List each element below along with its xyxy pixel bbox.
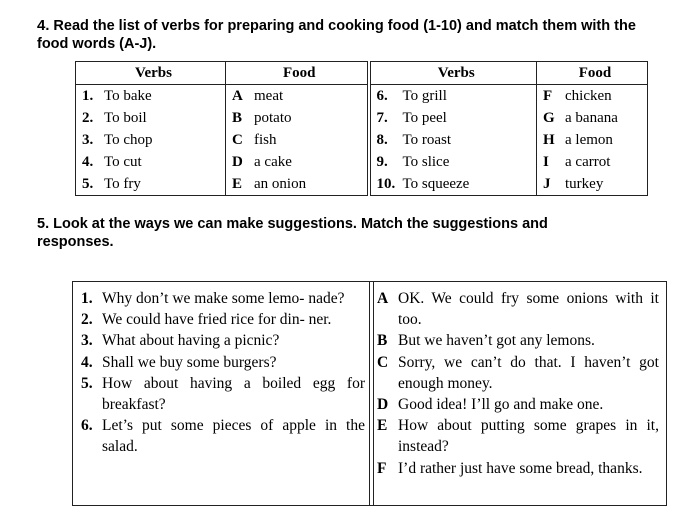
verb-number: 2. bbox=[82, 109, 94, 126]
food-letter: B bbox=[232, 109, 243, 126]
verb-text: To slice bbox=[402, 153, 450, 170]
verb-number: 7. bbox=[376, 109, 388, 126]
response-text: Sorry, we can’t do that. I haven’t got enough money. bbox=[398, 353, 659, 392]
verbs-food-table bbox=[75, 61, 648, 196]
food-letter: C bbox=[232, 131, 243, 148]
task-4-instruction: Read the list of verbs for preparing and cooking food (1-10) and match them with the bbox=[53, 18, 636, 34]
food-text: meat bbox=[254, 88, 284, 104]
suggestion-item bbox=[81, 309, 365, 330]
suggestions-column bbox=[81, 288, 365, 458]
table-row bbox=[76, 173, 648, 196]
food-text: a cake bbox=[254, 153, 292, 170]
verb-text: To cut bbox=[104, 153, 142, 170]
suggestion-item bbox=[81, 288, 365, 309]
response-item bbox=[377, 394, 659, 415]
suggestion-text: What about having a picnic? bbox=[102, 332, 280, 350]
table-row bbox=[76, 151, 648, 173]
food-letter: J bbox=[543, 175, 551, 192]
suggestion-text: Shall we buy some burgers? bbox=[102, 353, 277, 371]
response-text: I’d rather just have some bread, thanks. bbox=[398, 459, 643, 477]
task-5-instruction-line2: responses. bbox=[37, 234, 114, 250]
verb-text: To peel bbox=[402, 109, 447, 126]
response-text: Good idea! I’ll go and make one. bbox=[398, 396, 604, 414]
verb-text: To roast bbox=[402, 131, 452, 148]
verb-number: 4. bbox=[82, 153, 94, 170]
verb-number: 3. bbox=[82, 131, 94, 148]
suggestion-item bbox=[81, 373, 365, 415]
response-text: But we haven’t got any lemons. bbox=[398, 332, 595, 350]
food-text: potato bbox=[254, 109, 292, 126]
suggestion-text: We could have fried rice for din- ner. bbox=[102, 311, 332, 329]
verb-text: To squeeze bbox=[402, 175, 470, 192]
verb-text: To boil bbox=[104, 109, 147, 126]
verb-number: 8. bbox=[376, 131, 388, 148]
suggestion-key: 5. bbox=[81, 374, 93, 392]
verb-text: To fry bbox=[104, 175, 141, 192]
suggestion-key: 1. bbox=[81, 290, 93, 307]
suggestion-item bbox=[81, 330, 365, 351]
table-row bbox=[76, 107, 648, 129]
header-food-2: Food bbox=[537, 62, 648, 85]
suggestion-item bbox=[81, 352, 365, 373]
response-item bbox=[377, 352, 659, 394]
response-item bbox=[377, 458, 659, 479]
suggestion-key: 2. bbox=[81, 311, 93, 329]
column-divider bbox=[369, 282, 374, 505]
response-text: How about putting some grapes in it, instead? bbox=[398, 417, 659, 456]
food-text: an onion bbox=[254, 175, 307, 192]
task-4-instruction-line2: food words (A-J). bbox=[37, 36, 157, 52]
verb-text: To bake bbox=[104, 88, 152, 104]
responses-column bbox=[377, 288, 659, 479]
header-food-1: Food bbox=[226, 62, 369, 85]
task-4-number: 4 bbox=[37, 17, 46, 34]
food-text: turkey bbox=[565, 175, 604, 192]
response-key: C bbox=[377, 353, 389, 371]
response-key: F bbox=[377, 459, 387, 477]
food-text: a carrot bbox=[565, 153, 611, 170]
suggestion-item bbox=[81, 415, 365, 457]
response-item bbox=[377, 330, 659, 351]
verb-text: To grill bbox=[402, 88, 447, 104]
food-letter: H bbox=[543, 131, 555, 148]
task-5-instruction: Look at the ways we can make suggestions. Match the suggestions and bbox=[53, 216, 548, 232]
suggestion-text: Let’s put some pieces of apple in the salad. bbox=[102, 417, 365, 456]
suggestion-key: 4. bbox=[81, 353, 93, 371]
task-4-heading: 4. Read the list of verbs for preparing and cooking food (1-10) and match them with the food words (A-J). bbox=[37, 17, 636, 52]
response-key: D bbox=[377, 396, 389, 414]
header-verbs-2: Verbs bbox=[369, 62, 537, 85]
suggestion-key: 6. bbox=[81, 417, 93, 435]
verb-number: 9. bbox=[376, 153, 388, 170]
food-text: chicken bbox=[565, 88, 612, 104]
task-5-heading bbox=[37, 215, 667, 251]
food-letter: D bbox=[232, 153, 243, 170]
task-5-number: 5. bbox=[37, 216, 50, 232]
food-letter: A bbox=[232, 88, 243, 104]
verb-number: 5. bbox=[82, 175, 94, 192]
response-key: E bbox=[377, 417, 388, 435]
food-letter: G bbox=[543, 109, 555, 126]
response-key: A bbox=[377, 290, 389, 307]
response-item bbox=[377, 415, 659, 457]
table-header-row bbox=[76, 62, 648, 85]
suggestion-text: How about having a boiled egg for breakfast? bbox=[102, 374, 365, 414]
food-letter: E bbox=[232, 175, 243, 192]
food-letter: F bbox=[543, 88, 553, 104]
food-text: a banana bbox=[565, 109, 618, 126]
table-row bbox=[76, 129, 648, 151]
suggestions-box bbox=[72, 281, 667, 506]
header-verbs-1: Verbs bbox=[76, 62, 226, 85]
response-text: OK. We could fry some onions with it too. bbox=[398, 290, 659, 329]
food-text: a lemon bbox=[565, 131, 613, 148]
verb-number: 1. bbox=[82, 88, 94, 104]
suggestion-text: Why don’t we make some lemo- nade? bbox=[102, 290, 345, 307]
suggestion-key: 3. bbox=[81, 332, 93, 350]
table-row bbox=[76, 85, 648, 108]
food-letter: I bbox=[543, 153, 549, 170]
verb-number: 10. bbox=[376, 175, 396, 192]
verb-text: To chop bbox=[104, 131, 153, 148]
response-item bbox=[377, 288, 659, 330]
food-text: fish bbox=[254, 131, 277, 148]
response-key: B bbox=[377, 332, 388, 350]
verb-number: 6. bbox=[376, 88, 388, 104]
